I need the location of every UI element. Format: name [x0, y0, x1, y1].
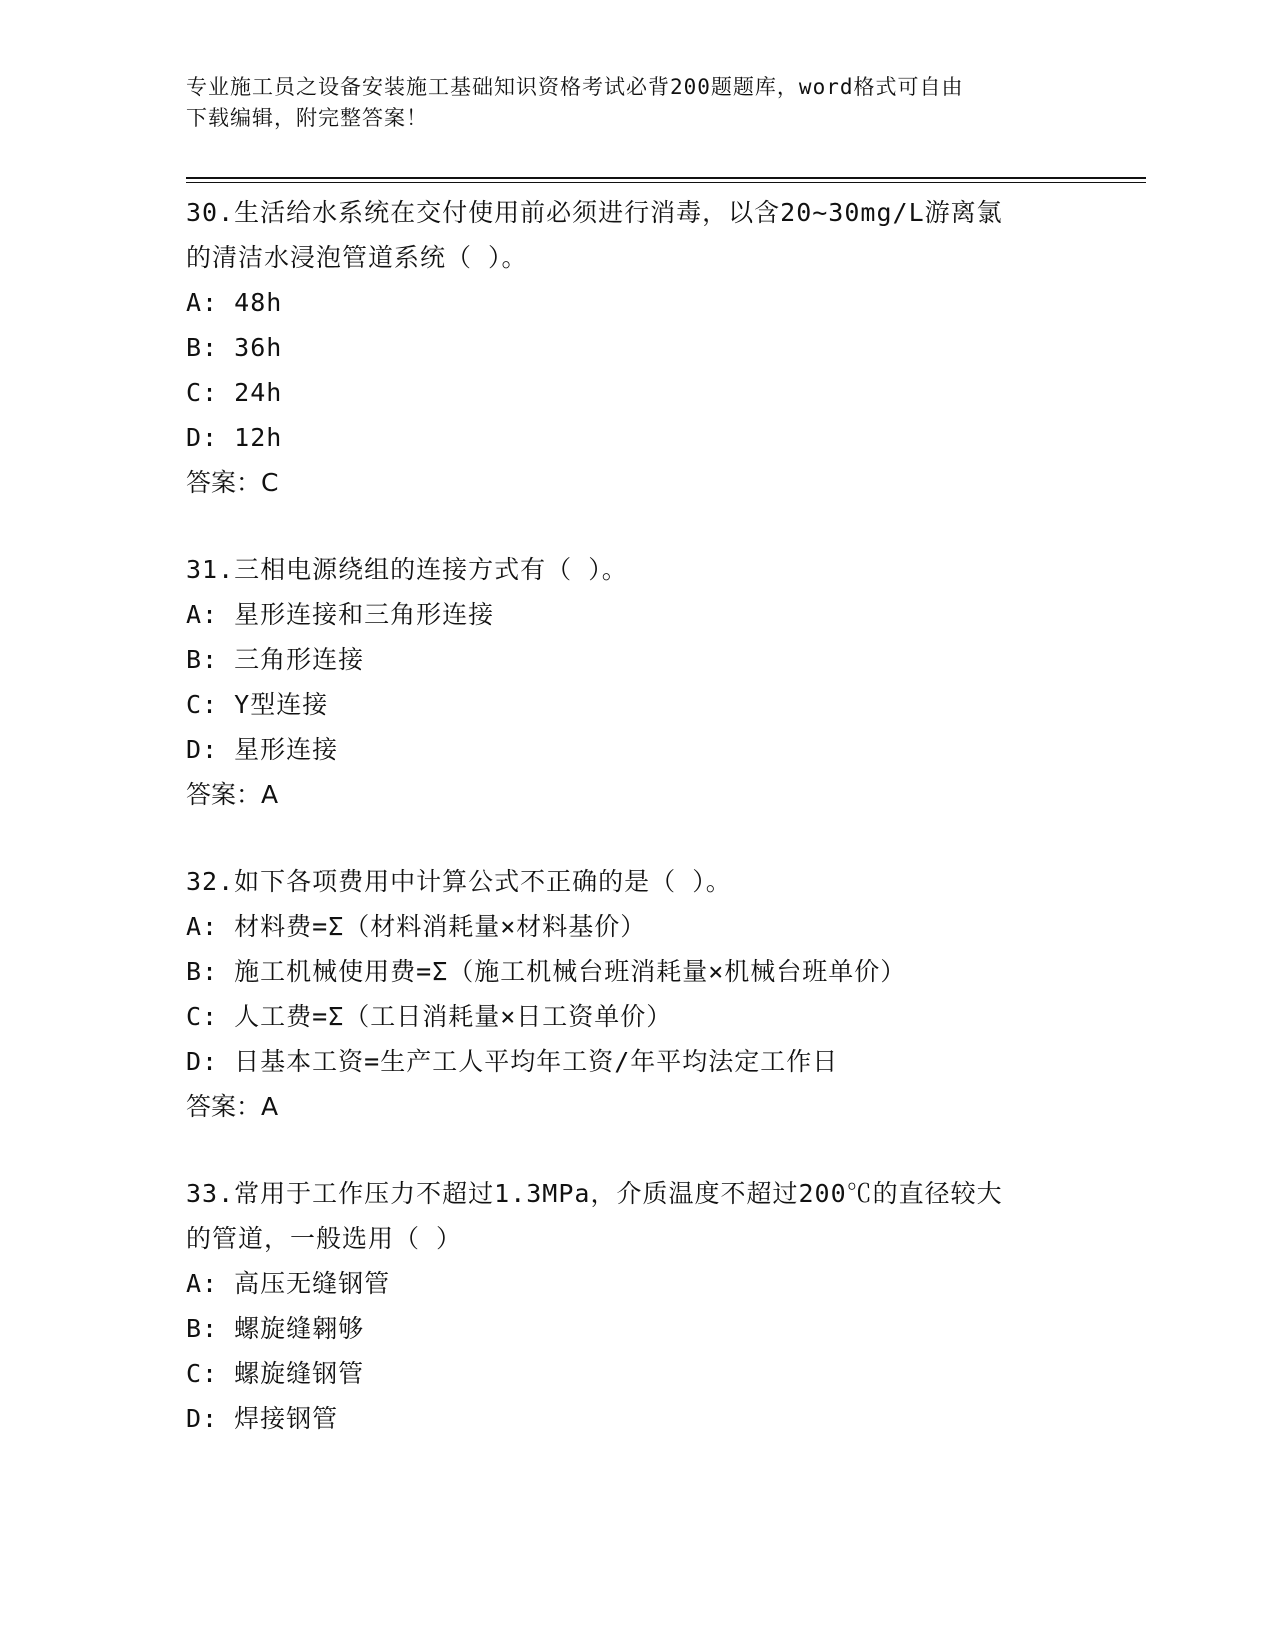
- option-c: C: 人工费=Σ（工日消耗量×日工资单价）: [186, 1002, 673, 1031]
- document-header: [186, 72, 1066, 134]
- question-30: [186, 190, 1066, 505]
- option-d: D: 12h: [186, 423, 283, 452]
- option-c: C: Y型连接: [186, 690, 329, 719]
- question-stem-line: 33.常用于工作压力不超过1.3MPa，介质温度不超过200℃的直径较大: [186, 1179, 1003, 1208]
- option-a: A: 48h: [186, 288, 283, 317]
- question-32: [186, 859, 1066, 1129]
- option-d: D: 焊接钢管: [186, 1404, 339, 1433]
- question-33: [186, 1171, 1066, 1441]
- answer: 答案：A: [186, 780, 279, 809]
- option-b: B: 施工机械使用费=Σ（施工机械台班消耗量×机械台班单价）: [186, 957, 907, 986]
- question-stem-line: 30.生活给水系统在交付使用前必须进行消毒，以含20~30mg/L游离氯: [186, 198, 1003, 227]
- question-stem-line: 的清洁水浸泡管道系统（ ）。: [186, 243, 528, 272]
- header-divider-top: [186, 177, 1146, 179]
- question-stem-line: 32.如下各项费用中计算公式不正确的是（ ）。: [186, 867, 732, 896]
- question-list: [186, 190, 1066, 1441]
- option-a: A: 材料费=Σ（材料消耗量×材料基价）: [186, 912, 647, 941]
- option-c: C: 24h: [186, 378, 283, 407]
- question-stem-line: 的管道，一般选用（ ）: [186, 1224, 463, 1253]
- header-line-1: 专业施工员之设备安装施工基础知识资格考试必背200题题库，word格式可自由: [186, 75, 964, 99]
- question-31: [186, 547, 1066, 817]
- option-b: B: 36h: [186, 333, 283, 362]
- option-b: B: 三角形连接: [186, 645, 365, 674]
- option-d: D: 星形连接: [186, 735, 339, 764]
- option-a: A: 星形连接和三角形连接: [186, 600, 495, 629]
- option-d: D: 日基本工资=生产工人平均年工资/年平均法定工作日: [186, 1047, 839, 1076]
- option-b: B: 螺旋缝翱够: [186, 1314, 365, 1343]
- answer: 答案：A: [186, 1092, 279, 1121]
- header-line-2: 下载编辑，附完整答案！: [186, 106, 428, 130]
- header-divider-bottom: [186, 182, 1146, 183]
- option-a: A: 高压无缝钢管: [186, 1269, 391, 1298]
- question-stem-line: 31.三相电源绕组的连接方式有（ ）。: [186, 555, 628, 584]
- answer: 答案：C: [186, 468, 279, 497]
- option-c: C: 螺旋缝钢管: [186, 1359, 365, 1388]
